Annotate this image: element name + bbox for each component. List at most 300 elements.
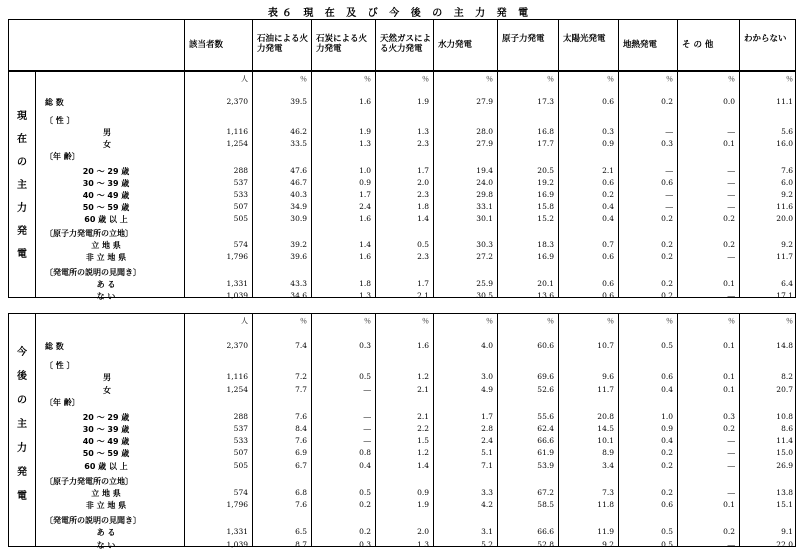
cell-value: 6.9 <box>295 448 307 458</box>
cell-value: 0.6 <box>661 177 673 187</box>
cell-value: 20.8 <box>597 411 614 421</box>
cell-value: 0.1 <box>723 278 735 288</box>
cell-value: 0.1 <box>723 341 735 351</box>
cell-value: 33.5 <box>290 139 307 149</box>
row-label: 50 ～ 59 歳 <box>82 449 130 459</box>
cell-value: 17.7 <box>537 139 554 149</box>
cell-value: 10.7 <box>597 341 614 351</box>
cell-value: 16.8 <box>537 127 554 137</box>
row-label: 女 <box>103 385 111 395</box>
column-header: そ の 他 <box>677 20 739 70</box>
unit-label: ％ <box>364 317 371 325</box>
cell-value: 1.9 <box>417 96 429 106</box>
cell-value: 9.1 <box>781 527 793 537</box>
row-label: 〔年 齢〕 <box>45 397 80 407</box>
cell-value: 5.2 <box>481 539 493 549</box>
cell-value: 0.3 <box>359 341 371 351</box>
header-blank-cell <box>9 20 184 70</box>
cell-value: 1,116 <box>226 372 248 382</box>
cell-value: 30.1 <box>476 213 493 223</box>
cell-value: 2.3 <box>417 252 429 262</box>
cell-value: 19.2 <box>537 177 554 187</box>
cell-value: 537 <box>233 424 248 433</box>
column-header: 該当者数 <box>184 20 252 70</box>
column-header-row <box>8 19 796 71</box>
unit-label: ％ <box>300 75 307 83</box>
column-divider <box>618 314 619 546</box>
row-label: 20 ～ 29 歳 <box>82 166 130 176</box>
cell-value: 0.9 <box>661 424 673 433</box>
cell-value: 28.0 <box>476 127 493 137</box>
cell-value: 9.6 <box>602 372 614 382</box>
cell-value: 43.3 <box>290 278 307 288</box>
cell-value: 1.0 <box>359 165 371 175</box>
unit-label: ％ <box>607 75 614 83</box>
cell-value: 6.5 <box>295 527 307 537</box>
cell-value: 30.5 <box>476 290 493 300</box>
cell-value: 0.6 <box>602 278 614 288</box>
cell-value: 0.5 <box>661 341 673 351</box>
row-label: 男 <box>103 373 111 383</box>
cell-value: 3.1 <box>481 527 493 537</box>
section-label: 今 後 の 主 力 発 電 <box>17 347 27 502</box>
cell-value: 288 <box>233 165 248 175</box>
cell-value: 11.7 <box>776 252 793 262</box>
row-label: 非 立 地 県 <box>85 501 127 511</box>
cell-value: 533 <box>233 189 248 199</box>
cell-value: 1,331 <box>226 527 248 537</box>
cell-value: 1.3 <box>417 539 429 549</box>
cell-value: 6.0 <box>781 177 793 187</box>
column-divider <box>311 72 312 297</box>
cell-value: 15.8 <box>537 201 554 211</box>
cell-value: 6.7 <box>295 460 307 470</box>
cell-value: 67.2 <box>537 487 554 497</box>
cell-value: 2,370 <box>226 96 248 106</box>
cell-value: 0.9 <box>359 177 371 187</box>
cell-value: 39.2 <box>290 240 307 250</box>
cell-value: 0.2 <box>661 448 673 458</box>
row-label: 40 ～ 49 歳 <box>82 437 130 447</box>
cell-value: 0.0 <box>723 96 735 106</box>
column-divider <box>311 314 312 546</box>
column-divider <box>184 314 185 546</box>
cell-value: 0.2 <box>661 487 673 497</box>
cell-value: 533 <box>233 436 248 446</box>
cell-value: 7.6 <box>295 500 307 510</box>
unit-label: ％ <box>486 75 493 83</box>
cell-value: 574 <box>233 487 248 497</box>
cell-value: 7.3 <box>602 487 614 497</box>
cell-value: 15.1 <box>776 500 793 510</box>
row-label: 〔原子力発電所の立地〕 <box>45 229 133 239</box>
cell-value: 0.2 <box>661 240 673 250</box>
column-divider <box>433 314 434 546</box>
cell-value: 40.3 <box>290 189 307 199</box>
unit-label: ％ <box>666 75 673 83</box>
cell-value: 1.5 <box>417 436 429 446</box>
cell-value: 2.4 <box>359 201 371 211</box>
cell-value: 0.1 <box>723 384 735 394</box>
cell-value: 7.6 <box>781 165 793 175</box>
cell-value: 0.2 <box>723 527 735 537</box>
unit-label: ％ <box>786 75 793 83</box>
cell-value: 0.3 <box>661 139 673 149</box>
cell-value: ― <box>727 487 735 497</box>
cell-value: 1,796 <box>226 252 248 262</box>
column-divider <box>677 314 678 546</box>
cell-value: 0.2 <box>359 500 371 510</box>
cell-value: 7.4 <box>295 341 307 351</box>
cell-value: 6.8 <box>295 487 307 497</box>
cell-value: 1.7 <box>359 189 371 199</box>
cell-value: 507 <box>233 201 248 211</box>
cell-value: 11.6 <box>776 201 793 211</box>
cell-value: ― <box>665 127 673 137</box>
row-label: 立 地 県 <box>91 241 121 251</box>
unit-label: ％ <box>300 317 307 325</box>
column-header: 原子力発電 <box>497 20 558 70</box>
cell-value: 17.3 <box>537 96 554 106</box>
cell-value: 2.1 <box>417 290 429 300</box>
cell-value: 0.2 <box>661 213 673 223</box>
cell-value: 8.9 <box>602 448 614 458</box>
cell-value: 288 <box>233 411 248 421</box>
cell-value: 0.9 <box>417 487 429 497</box>
cell-value: 3.3 <box>481 487 493 497</box>
cell-value: ― <box>363 424 371 433</box>
cell-value: 0.6 <box>602 96 614 106</box>
column-header: 水力発電 <box>433 20 497 70</box>
cell-value: 0.1 <box>723 139 735 149</box>
row-label: 50 ～ 59 歳 <box>82 202 130 212</box>
cell-value: ― <box>727 436 735 446</box>
cell-value: 27.2 <box>476 252 493 262</box>
cell-value: 9.2 <box>781 189 793 199</box>
cell-value: 52.6 <box>537 384 554 394</box>
cell-value: 5.1 <box>481 448 493 458</box>
cell-value: 4.2 <box>481 500 493 510</box>
cell-value: 16.9 <box>537 189 554 199</box>
cell-value: 6.4 <box>781 278 793 288</box>
cell-value: 1.0 <box>661 411 673 421</box>
cell-value: 0.6 <box>661 372 673 382</box>
column-divider <box>497 314 498 546</box>
cell-value: 2.1 <box>417 384 429 394</box>
cell-value: 11.9 <box>597 527 614 537</box>
row-label: 女 <box>103 140 111 150</box>
row-label: 総 数 <box>45 342 64 352</box>
cell-value: 20.1 <box>537 278 554 288</box>
cell-value: 7.6 <box>295 436 307 446</box>
cell-value: 47.6 <box>290 165 307 175</box>
cell-value: 46.7 <box>290 177 307 187</box>
row-label: 〔発電所の説明の見聞き〕 <box>45 516 141 526</box>
cell-value: 1.6 <box>359 252 371 262</box>
column-divider <box>618 72 619 297</box>
cell-value: 1.7 <box>417 278 429 288</box>
cell-value: 1,254 <box>226 139 248 149</box>
cell-value: 24.0 <box>476 177 493 187</box>
unit-label: ％ <box>786 317 793 325</box>
cell-value: ― <box>727 201 735 211</box>
cell-value: 1.8 <box>417 201 429 211</box>
cell-value: ― <box>665 201 673 211</box>
cell-value: 0.6 <box>602 252 614 262</box>
cell-value: 1.4 <box>417 460 429 470</box>
cell-value: 30.9 <box>290 213 307 223</box>
cell-value: 0.2 <box>661 290 673 300</box>
column-divider <box>375 314 376 546</box>
cell-value: 0.1 <box>723 372 735 382</box>
column-divider <box>184 72 185 297</box>
cell-value: 1,039 <box>226 539 248 549</box>
cell-value: 0.2 <box>723 424 735 433</box>
cell-value: 1.7 <box>417 165 429 175</box>
cell-value: 20.0 <box>776 213 793 223</box>
cell-value: 1.6 <box>359 96 371 106</box>
cell-value: 14.8 <box>776 341 793 351</box>
cell-value: 52.8 <box>537 539 554 549</box>
row-label: 60 歳 以 上 <box>84 461 128 471</box>
cell-value: 2.1 <box>602 165 614 175</box>
cell-value: 0.6 <box>602 177 614 187</box>
cell-value: 2.0 <box>417 177 429 187</box>
cell-value: ― <box>727 290 735 300</box>
cell-value: 0.1 <box>723 500 735 510</box>
cell-value: 11.1 <box>776 96 793 106</box>
column-divider <box>497 72 498 297</box>
cell-value: 0.3 <box>723 411 735 421</box>
unit-label: ％ <box>422 75 429 83</box>
cell-value: 2.0 <box>417 527 429 537</box>
cell-value: 1.8 <box>359 278 371 288</box>
cell-value: 55.6 <box>537 411 554 421</box>
cell-value: 60.6 <box>537 341 554 351</box>
column-header: 天然ガスによる火力発電 <box>375 20 433 70</box>
unit-label: 人 <box>241 317 248 325</box>
column-header: わからない <box>739 20 797 70</box>
cell-value: 1.3 <box>359 139 371 149</box>
cell-value: 2,370 <box>226 341 248 351</box>
row-label: な い <box>96 291 116 301</box>
cell-value: 9.2 <box>781 240 793 250</box>
row-label: 40 ～ 49 歳 <box>82 190 130 200</box>
cell-value: 15.2 <box>537 213 554 223</box>
column-divider <box>252 314 253 546</box>
cell-value: 0.5 <box>661 539 673 549</box>
cell-value: 0.4 <box>602 213 614 223</box>
cell-value: 61.9 <box>537 448 554 458</box>
cell-value: 0.9 <box>602 139 614 149</box>
cell-value: 5.6 <box>781 127 793 137</box>
cell-value: 27.9 <box>476 139 493 149</box>
cell-value: 14.5 <box>597 424 614 433</box>
cell-value: 0.7 <box>602 240 614 250</box>
row-label: 〔発電所の説明の見聞き〕 <box>45 267 141 277</box>
cell-value: 8.4 <box>295 424 307 433</box>
cell-value: 1.9 <box>359 127 371 137</box>
cell-value: 1,254 <box>226 384 248 394</box>
column-divider <box>558 72 559 297</box>
cell-value: 2.8 <box>481 424 493 433</box>
cell-value: 0.2 <box>359 527 371 537</box>
column-divider <box>433 72 434 297</box>
cell-value: 0.5 <box>417 240 429 250</box>
unit-label: ％ <box>607 317 614 325</box>
row-label: 〔 性 〕 <box>45 361 75 371</box>
cell-value: 58.5 <box>537 500 554 510</box>
cell-value: 574 <box>233 240 248 250</box>
row-label: 〔原子力発電所の立地〕 <box>45 476 133 486</box>
table-title: 表６ 現 在 及 び 今 後 の 主 力 発 電 <box>267 8 533 19</box>
cell-value: 7.1 <box>481 460 493 470</box>
cell-value: 39.6 <box>290 252 307 262</box>
cell-value: 11.7 <box>597 384 614 394</box>
cell-value: 16.9 <box>537 252 554 262</box>
cell-value: 1,796 <box>226 500 248 510</box>
cell-value: 2.2 <box>417 424 429 433</box>
cell-value: 13.6 <box>537 290 554 300</box>
cell-value: 33.1 <box>476 201 493 211</box>
column-divider <box>677 72 678 297</box>
cell-value: 505 <box>233 460 248 470</box>
cell-value: 507 <box>233 448 248 458</box>
cell-value: 22.0 <box>776 539 793 549</box>
row-label: 〔 性 〕 <box>45 116 75 126</box>
cell-value: 1,116 <box>226 127 248 137</box>
unit-label: ％ <box>666 317 673 325</box>
cell-value: 1,039 <box>226 290 248 300</box>
cell-value: 39.5 <box>290 96 307 106</box>
section-label: 現 在 の 主 力 発 電 <box>17 111 27 260</box>
row-label: な い <box>96 540 116 550</box>
cell-value: 1.3 <box>359 290 371 300</box>
cell-value: 9.2 <box>602 539 614 549</box>
row-label: 〔年 齢〕 <box>45 152 80 162</box>
cell-value: 3.4 <box>602 460 614 470</box>
cell-value: 2.3 <box>417 139 429 149</box>
cell-value: 0.3 <box>359 539 371 549</box>
cell-value: 0.4 <box>661 384 673 394</box>
row-label: あ る <box>96 279 116 289</box>
cell-value: ― <box>727 189 735 199</box>
cell-value: 1.6 <box>417 341 429 351</box>
cell-value: 66.6 <box>537 436 554 446</box>
cell-value: 0.5 <box>661 527 673 537</box>
cell-value: 13.8 <box>776 487 793 497</box>
cell-value: 19.4 <box>476 165 493 175</box>
column-divider <box>252 72 253 297</box>
cell-value: 537 <box>233 177 248 187</box>
row-label: 立 地 県 <box>91 488 121 498</box>
cell-value: 8.6 <box>781 424 793 433</box>
cell-value: 505 <box>233 213 248 223</box>
cell-value: 1.2 <box>417 448 429 458</box>
cell-value: 11.8 <box>597 500 614 510</box>
column-divider <box>375 72 376 297</box>
cell-value: 62.4 <box>537 424 554 433</box>
row-label: 60 歳 以 上 <box>84 214 128 224</box>
cell-value: 0.2 <box>661 278 673 288</box>
cell-value: 29.8 <box>476 189 493 199</box>
cell-value: 1.3 <box>417 127 429 137</box>
row-label: 総 数 <box>45 97 64 107</box>
row-label: 30 ～ 39 歳 <box>82 178 130 188</box>
cell-value: 7.6 <box>295 411 307 421</box>
cell-value: ― <box>727 539 735 549</box>
cell-value: 66.6 <box>537 527 554 537</box>
unit-label: ％ <box>364 75 371 83</box>
cell-value: 0.2 <box>723 240 735 250</box>
cell-value: 0.6 <box>661 500 673 510</box>
cell-value: ― <box>727 448 735 458</box>
cell-value: 2.4 <box>481 436 493 446</box>
cell-value: ― <box>363 411 371 421</box>
column-header: 太陽光発電 <box>558 20 618 70</box>
cell-value: 0.8 <box>359 448 371 458</box>
unit-label: ％ <box>547 75 554 83</box>
cell-value: 0.2 <box>602 189 614 199</box>
cell-value: 53.9 <box>537 460 554 470</box>
cell-value: 69.6 <box>537 372 554 382</box>
cell-value: 34.6 <box>290 290 307 300</box>
cell-value: 17.1 <box>776 290 793 300</box>
cell-value: 0.5 <box>359 487 371 497</box>
cell-value: ― <box>665 189 673 199</box>
cell-value: 1.4 <box>359 240 371 250</box>
cell-value: 1.9 <box>417 500 429 510</box>
cell-value: 1.6 <box>359 213 371 223</box>
cell-value: 4.0 <box>481 341 493 351</box>
cell-value: 0.2 <box>661 96 673 106</box>
cell-value: 0.4 <box>661 436 673 446</box>
cell-value: 2.3 <box>417 189 429 199</box>
row-label: 男 <box>103 128 111 138</box>
cell-value: 20.5 <box>537 165 554 175</box>
cell-value: 8.7 <box>295 539 307 549</box>
current-section <box>8 71 796 301</box>
column-divider <box>558 314 559 546</box>
cell-value: 25.9 <box>476 278 493 288</box>
column-header: 石油による火力発電 <box>252 20 311 70</box>
future-section <box>8 313 796 550</box>
cell-value: 0.5 <box>359 372 371 382</box>
cell-value: 1.2 <box>417 372 429 382</box>
cell-value: 0.2 <box>661 460 673 470</box>
column-header: 石炭による火力発電 <box>311 20 375 70</box>
cell-value: 34.9 <box>290 201 307 211</box>
cell-value: 2.1 <box>417 411 429 421</box>
cell-value: 1.4 <box>417 213 429 223</box>
cell-value: ― <box>727 177 735 187</box>
cell-value: 3.0 <box>481 372 493 382</box>
cell-value: 20.7 <box>776 384 793 394</box>
cell-value: 7.7 <box>295 384 307 394</box>
cell-value: 1.7 <box>481 411 493 421</box>
cell-value: 0.4 <box>359 460 371 470</box>
cell-value: ― <box>727 460 735 470</box>
cell-value: 0.2 <box>723 213 735 223</box>
cell-value: ― <box>665 165 673 175</box>
cell-value: 46.2 <box>290 127 307 137</box>
cell-value: 10.1 <box>597 436 614 446</box>
cell-value: 26.9 <box>776 460 793 470</box>
cell-value: 30.3 <box>476 240 493 250</box>
cell-value: 18.3 <box>537 240 554 250</box>
cell-value: 10.8 <box>776 411 793 421</box>
column-divider <box>739 72 740 297</box>
